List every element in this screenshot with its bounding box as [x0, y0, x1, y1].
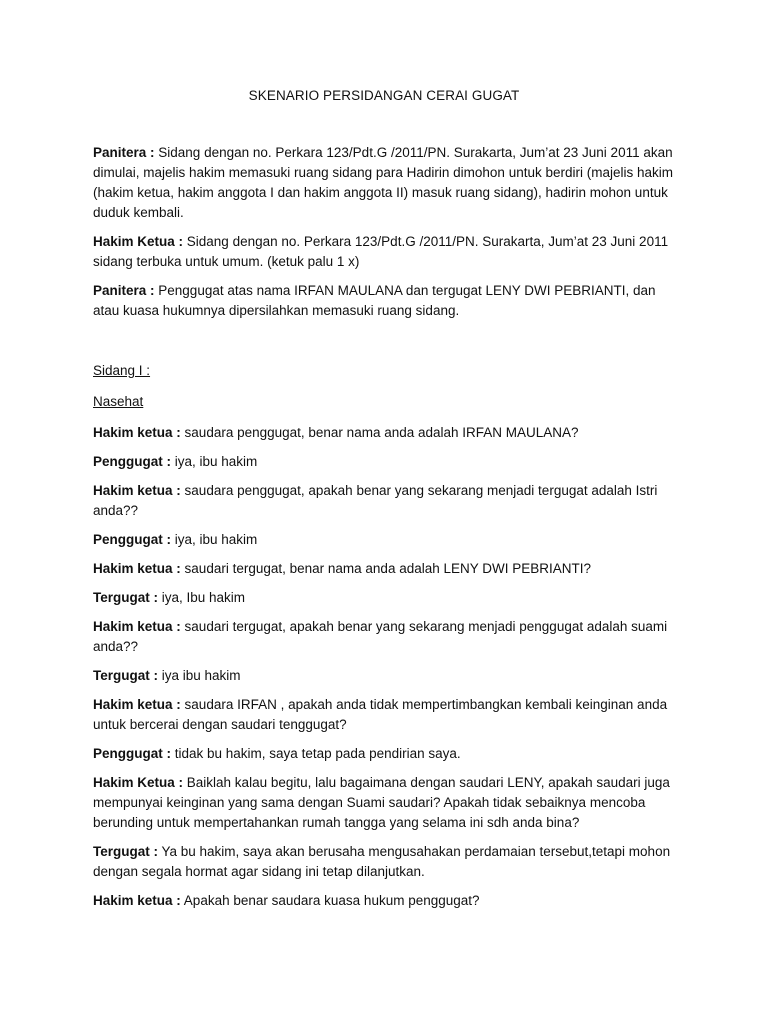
speaker-label: Hakim ketua : [93, 619, 181, 634]
speaker-label: Tergugat : [93, 590, 158, 605]
utterance-text: saudara IRFAN , apakah anda tidak mempertimbangkan kembali keinginan anda untuk bercerai dengan saudari tenggugat? [93, 697, 668, 732]
utterance-text: iya ibu hakim [158, 668, 241, 683]
utterance-text: iya, ibu hakim [171, 454, 258, 469]
dialogue-line [93, 891, 683, 911]
dialogue-line [93, 452, 683, 472]
dialogue-line [93, 695, 683, 735]
section-title: Sidang I : [93, 363, 151, 378]
utterance-text: iya, ibu hakim [171, 532, 258, 547]
speaker-label: Hakim ketua : [93, 697, 181, 712]
dialogue-line [93, 773, 683, 833]
dialogue-line [93, 559, 683, 579]
speaker-label: Panitera : [93, 145, 155, 160]
speaker-label: Hakim Ketua : [93, 234, 184, 249]
utterance-text: saudara penggugat, apakah benar yang sekarang menjadi tergugat adalah Istri anda?? [93, 483, 658, 518]
document-title: SKENARIO PERSIDANGAN CERAI GUGAT [248, 88, 520, 103]
dialogue-section [93, 423, 683, 911]
intro-paragraph [93, 232, 683, 272]
document-body [93, 143, 683, 920]
speaker-label: Hakim ketua : [93, 425, 181, 440]
speaker-label: Tergugat : [93, 668, 158, 683]
speaker-label: Hakim ketua : [93, 483, 181, 498]
dialogue-line [93, 744, 683, 764]
speaker-label: Tergugat : [93, 844, 158, 859]
speaker-label: Penggugat : [93, 532, 171, 547]
utterance-text: Apakah benar saudara kuasa hukum penggugat? [180, 893, 480, 908]
intro-paragraph [93, 281, 683, 321]
dialogue-line [93, 842, 683, 882]
dialogue-line [93, 666, 683, 686]
dialogue-line [93, 481, 683, 521]
dialogue-line [93, 588, 683, 608]
intro-paragraph [93, 143, 683, 223]
dialogue-line [93, 617, 683, 657]
intro-section [93, 143, 683, 321]
speaker-label: Hakim Ketua : [93, 775, 184, 790]
utterance-text: Sidang dengan no. Perkara 123/Pdt.G /2011/PN. Surakarta, Jum’at 23 Juni 2011 akan dimulai, majelis hakim memasuki ruang sidang para Hadirin dimohon untuk berdiri (majelis hakim (hakim ketua, hakim anggota I dan hakim anggota II) masuk ruang sidang), hadirin mohon untuk duduk kembali. [93, 145, 673, 220]
dialogue-line [93, 423, 683, 443]
subsection-title: Nasehat [93, 394, 144, 409]
utterance-text: tidak bu hakim, saya tetap pada pendirian saya. [171, 746, 461, 761]
speaker-label: Hakim ketua : [93, 893, 181, 908]
utterance-text: Sidang dengan no. Perkara 123/Pdt.G /2011/PN. Surakarta, Jum’at 23 Juni 2011 sidang terbuka untuk umum. (ketuk palu 1 x) [93, 234, 669, 269]
speaker-label: Panitera : [93, 283, 155, 298]
utterance-text: Ya bu hakim, saya akan berusaha mengusahakan perdamaian tersebut,tetapi mohon dengan segala hormat agar sidang ini tetap dilanjutkan. [93, 844, 671, 879]
dialogue-line [93, 530, 683, 550]
speaker-label: Hakim ketua : [93, 561, 181, 576]
utterance-text: saudari tergugat, apakah benar yang sekarang menjadi penggugat adalah suami anda?? [93, 619, 668, 654]
utterance-text: saudara penggugat, benar nama anda adalah IRFAN MAULANA? [180, 425, 579, 440]
section-spacer [93, 330, 683, 361]
utterance-text: Penggugat atas nama IRFAN MAULANA dan tergugat LENY DWI PEBRIANTI, dan atau kuasa hukumnya dipersilahkan memasuki ruang sidang. [93, 283, 656, 318]
speaker-label: Penggugat : [93, 746, 171, 761]
speaker-label: Penggugat : [93, 454, 171, 469]
utterance-text: Baiklah kalau begitu, lalu bagaimana dengan saudari LENY, apakah saudari juga mempunyai keinginan yang sama dengan Suami saudari? Apakah tidak sebaiknya mencoba berunding untuk mempertahankan rumah tangga yang selama ini sdh anda bina? [93, 775, 670, 830]
utterance-text: saudari tergugat, benar nama anda adalah LENY DWI PEBRIANTI? [180, 561, 592, 576]
utterance-text: iya, Ibu hakim [158, 590, 246, 605]
